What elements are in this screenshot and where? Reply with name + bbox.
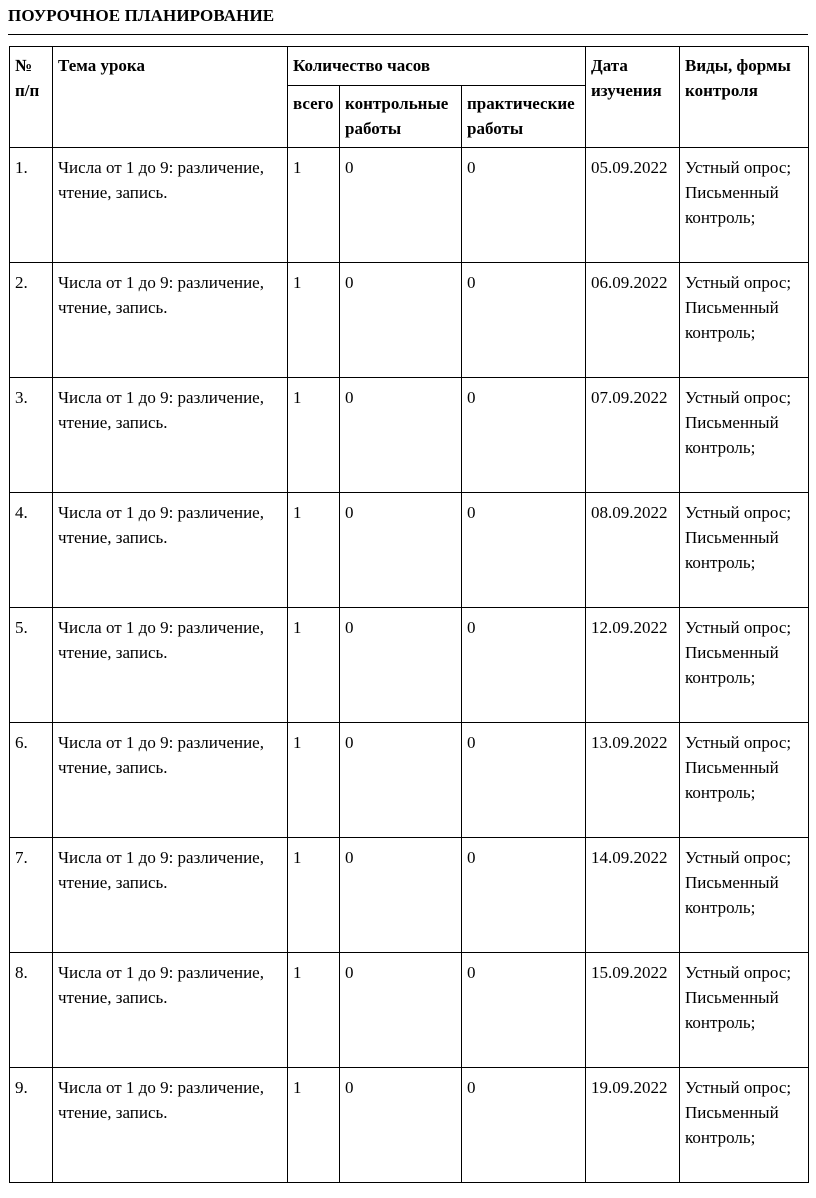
cell-date: 06.09.2022 bbox=[586, 263, 680, 378]
cell-number: 7. bbox=[10, 838, 53, 953]
cell-date: 05.09.2022 bbox=[586, 148, 680, 263]
cell-hours-practical: 0 bbox=[462, 608, 586, 723]
cell-hours-total: 1 bbox=[288, 378, 340, 493]
cell-hours-practical: 0 bbox=[462, 148, 586, 263]
cell-hours-tests: 0 bbox=[340, 838, 462, 953]
cell-number: 4. bbox=[10, 493, 53, 608]
cell-topic: Числа от 1 до 9: различение, чтение, запись. bbox=[53, 493, 288, 608]
cell-hours-total: 1 bbox=[288, 1068, 340, 1183]
cell-control: Устный опрос; Письменный контроль; bbox=[680, 148, 809, 263]
cell-control: Устный опрос; Письменный контроль; bbox=[680, 608, 809, 723]
cell-control: Устный опрос; Письменный контроль; bbox=[680, 1068, 809, 1183]
table-row bbox=[10, 723, 809, 838]
cell-topic: Числа от 1 до 9: различение, чтение, запись. bbox=[53, 148, 288, 263]
cell-hours-total: 1 bbox=[288, 148, 340, 263]
cell-hours-practical: 0 bbox=[462, 1068, 586, 1183]
cell-hours-total: 1 bbox=[288, 953, 340, 1068]
table-row bbox=[10, 378, 809, 493]
table-body bbox=[10, 148, 809, 1183]
cell-hours-total: 1 bbox=[288, 263, 340, 378]
cell-number: 5. bbox=[10, 608, 53, 723]
cell-hours-practical: 0 bbox=[462, 953, 586, 1068]
header-hours-practical: практические работы bbox=[462, 86, 586, 148]
cell-hours-practical: 0 bbox=[462, 723, 586, 838]
cell-hours-tests: 0 bbox=[340, 1068, 462, 1183]
cell-date: 08.09.2022 bbox=[586, 493, 680, 608]
cell-date: 13.09.2022 bbox=[586, 723, 680, 838]
cell-hours-practical: 0 bbox=[462, 838, 586, 953]
table-row bbox=[10, 493, 809, 608]
cell-date: 07.09.2022 bbox=[586, 378, 680, 493]
cell-number: 9. bbox=[10, 1068, 53, 1183]
cell-topic: Числа от 1 до 9: различение, чтение, запись. bbox=[53, 723, 288, 838]
lesson-plan-table bbox=[9, 46, 809, 1183]
cell-topic: Числа от 1 до 9: различение, чтение, запись. bbox=[53, 953, 288, 1068]
table-row bbox=[10, 608, 809, 723]
cell-control: Устный опрос; Письменный контроль; bbox=[680, 378, 809, 493]
header-hours: Количество часов bbox=[288, 47, 586, 86]
cell-topic: Числа от 1 до 9: различение, чтение, запись. bbox=[53, 378, 288, 493]
cell-hours-practical: 0 bbox=[462, 493, 586, 608]
cell-hours-total: 1 bbox=[288, 493, 340, 608]
cell-hours-tests: 0 bbox=[340, 608, 462, 723]
cell-hours-tests: 0 bbox=[340, 148, 462, 263]
cell-hours-practical: 0 bbox=[462, 263, 586, 378]
header-number: № п/п bbox=[10, 47, 53, 148]
table-row bbox=[10, 838, 809, 953]
cell-control: Устный опрос; Письменный контроль; bbox=[680, 263, 809, 378]
cell-hours-total: 1 bbox=[288, 608, 340, 723]
table-row bbox=[10, 953, 809, 1068]
cell-topic: Числа от 1 до 9: различение, чтение, запись. bbox=[53, 1068, 288, 1183]
page-title: ПОУРОЧНОЕ ПЛАНИРОВАНИЕ bbox=[8, 6, 275, 25]
cell-hours-tests: 0 bbox=[340, 723, 462, 838]
cell-control: Устный опрос; Письменный контроль; bbox=[680, 838, 809, 953]
title-divider bbox=[8, 34, 808, 35]
cell-topic: Числа от 1 до 9: различение, чтение, запись. bbox=[53, 263, 288, 378]
header-hours-tests: контрольные работы bbox=[340, 86, 462, 148]
cell-date: 14.09.2022 bbox=[586, 838, 680, 953]
cell-number: 3. bbox=[10, 378, 53, 493]
cell-date: 12.09.2022 bbox=[586, 608, 680, 723]
table-row bbox=[10, 263, 809, 378]
header-date: Дата изучения bbox=[586, 47, 680, 148]
cell-control: Устный опрос; Письменный контроль; bbox=[680, 953, 809, 1068]
table-row bbox=[10, 148, 809, 263]
cell-topic: Числа от 1 до 9: различение, чтение, запись. bbox=[53, 608, 288, 723]
cell-hours-tests: 0 bbox=[340, 493, 462, 608]
header-topic: Тема урока bbox=[53, 47, 288, 148]
cell-control: Устный опрос; Письменный контроль; bbox=[680, 723, 809, 838]
cell-number: 1. bbox=[10, 148, 53, 263]
cell-date: 19.09.2022 bbox=[586, 1068, 680, 1183]
cell-hours-practical: 0 bbox=[462, 378, 586, 493]
header-control: Виды, формы контроля bbox=[680, 47, 809, 148]
cell-hours-tests: 0 bbox=[340, 378, 462, 493]
header-hours-total: всего bbox=[288, 86, 340, 148]
cell-hours-tests: 0 bbox=[340, 263, 462, 378]
cell-hours-total: 1 bbox=[288, 838, 340, 953]
header-row-main bbox=[10, 47, 809, 86]
cell-control: Устный опрос; Письменный контроль; bbox=[680, 493, 809, 608]
cell-date: 15.09.2022 bbox=[586, 953, 680, 1068]
cell-number: 8. bbox=[10, 953, 53, 1068]
cell-number: 6. bbox=[10, 723, 53, 838]
cell-hours-total: 1 bbox=[288, 723, 340, 838]
cell-number: 2. bbox=[10, 263, 53, 378]
cell-hours-tests: 0 bbox=[340, 953, 462, 1068]
table-row bbox=[10, 1068, 809, 1183]
cell-topic: Числа от 1 до 9: различение, чтение, запись. bbox=[53, 838, 288, 953]
